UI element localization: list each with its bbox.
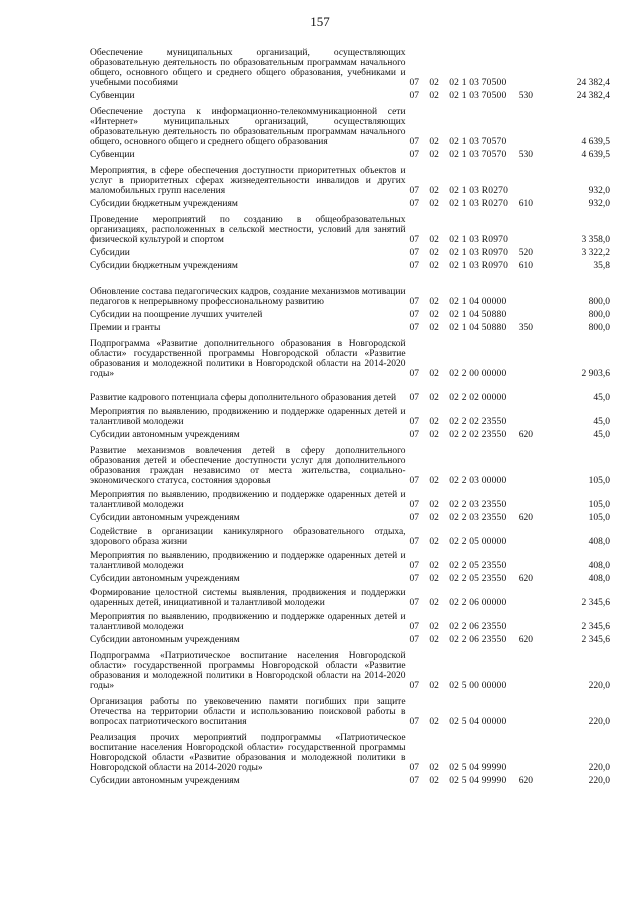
row-target-code: 02 1 03 R0970 [449,235,509,245]
row-name: Субсидии автономным учреждениям [90,513,240,523]
row-amount: 3 322,2 [581,248,610,258]
table-row [90,547,610,571]
row-amount: 220,0 [588,681,610,691]
row-amount: 24 382,4 [576,91,610,101]
row-section: 07 [409,500,420,510]
row-amount: 105,0 [588,500,610,510]
row-amount: 932,0 [588,186,610,196]
row-section: 07 [409,681,420,691]
row-amount: 220,0 [588,717,610,727]
table-row [90,88,610,101]
row-target-code: 02 1 04 50880 [449,310,507,320]
row-subsection: 02 [429,417,439,427]
row-amount: 4 639,5 [581,137,610,147]
row-target-code: 02 2 05 23550 [449,561,507,571]
row-name: Развитие механизмов вовлечения детей в сферу дополнительного образования детей и обеспечение доступности услуг для дополнительного образования граждан независимо от места жительства, социально-экономического статуса, состояния здоровья [90,446,406,486]
row-subsection: 02 [429,150,439,160]
row-subsection: 02 [429,248,439,258]
row-target-code: 02 1 03 70500 [449,78,507,88]
row-subsection: 02 [429,574,439,584]
row-section: 07 [409,513,420,523]
row-target-code: 02 1 03 70570 [449,150,507,160]
table-row [90,101,610,147]
row-name: Мероприятия по выявлению, продвижению и поддержке одаренных детей и талантливой молодежи [90,551,406,571]
row-expense-type: 620 [518,776,533,786]
row-target-code: 02 2 06 23550 [449,622,507,632]
row-subsection: 02 [429,476,439,486]
row-amount: 105,0 [588,476,610,486]
row-name: Мероприятия по выявлению, продвижению и поддержке одаренных детей и талантливой молодежи [90,490,406,510]
row-subsection: 02 [429,681,439,691]
row-target-code: 02 5 04 99990 [449,763,507,773]
table-row [90,571,610,584]
row-target-code: 02 2 00 00000 [449,369,507,379]
row-name: Субсидии автономным учреждениям [90,776,240,786]
row-expense-type: 530 [518,150,533,160]
row-expense-type: 350 [518,323,533,333]
row-name: Содействие в организации каникулярного образовательного отдыха, здорового образа жизни [90,527,406,547]
row-expense-type: 610 [518,199,533,209]
row-subsection: 02 [429,369,439,379]
row-target-code: 02 1 03 70500 [449,91,507,101]
table-row [90,196,610,209]
row-subsection: 02 [429,235,439,245]
table-row [90,42,610,88]
row-subsection: 02 [429,622,439,632]
row-subsection: 02 [429,500,439,510]
row-subsection: 02 [429,598,439,608]
row-section: 07 [409,310,420,320]
row-subsection: 02 [429,310,439,320]
row-section: 07 [409,186,420,196]
row-section: 07 [409,417,420,427]
row-section: 07 [409,369,420,379]
row-section: 07 [409,393,420,403]
row-target-code: 02 2 02 23550 [449,430,507,440]
row-section: 07 [409,323,420,333]
row-expense-type: 610 [518,261,533,271]
row-name: Подпрограмма «Патриотическое воспитание населения Новгородской области» государственной программы Новгородской области «Развитие образования и молодежной политики в Новгородской области на 2014-2020 годы» [90,651,406,691]
row-subsection: 02 [429,430,439,440]
row-target-code: 02 1 04 50880 [449,323,507,333]
row-subsection: 02 [429,91,439,101]
row-amount: 800,0 [588,310,610,320]
row-subsection: 02 [429,78,439,88]
row-name: Обновление состава педагогических кадров, создание механизмов мотивации педагогов к непрерывному профессиональному развитию [90,287,406,307]
row-target-code: 02 1 03 R0270 [449,186,509,196]
row-target-code: 02 5 00 00000 [449,681,507,691]
row-section: 07 [409,561,420,571]
table-row [90,523,610,547]
row-expense-type: 520 [518,248,533,258]
row-name: Субвенции [90,91,135,101]
row-subsection: 02 [429,763,439,773]
table-row [90,320,610,333]
row-target-code: 02 1 03 R0970 [449,248,509,258]
row-target-code: 02 1 03 R0970 [449,261,509,271]
row-subsection: 02 [429,186,439,196]
row-amount: 24 382,4 [576,78,610,88]
row-amount: 220,0 [588,763,610,773]
row-name: Субвенции [90,150,135,160]
row-amount: 2 345,6 [581,598,610,608]
row-section: 07 [409,776,420,786]
table-row [90,147,610,160]
table-row [90,440,610,486]
row-amount: 4 639,5 [581,150,610,160]
row-target-code: 02 1 04 00000 [449,297,507,307]
row-name: Подпрограмма «Развитие дополнительного образования в Новгородской области» государственной программы Новгородской области «Развитие образования и молодежной политики в Новгородской области на 2014-2020 годы» [90,339,406,379]
table-row [90,510,610,523]
table-row [90,403,610,427]
table-row [90,608,610,632]
table-row [90,427,610,440]
row-amount: 105,0 [588,513,610,523]
row-section: 07 [409,622,420,632]
row-section: 07 [409,150,420,160]
table-row [90,271,610,307]
table-row [90,727,610,773]
row-name: Субсидии бюджетным учреждениям [90,261,238,271]
row-section: 07 [409,717,420,727]
row-section: 07 [409,248,420,258]
row-target-code: 02 2 06 00000 [449,598,507,608]
row-name: Развитие кадрового потенциала сферы дополнительного образования детей [90,393,397,403]
row-target-code: 02 1 03 70570 [449,137,507,147]
table-row [90,160,610,196]
table-row [90,584,610,608]
table-row [90,645,610,691]
row-target-code: 02 5 04 00000 [449,717,507,727]
row-name: Формирование целостной системы выявления, продвижения и поддержки одаренных детей, инициативной и талантливой молодежи [90,588,406,608]
row-name: Мероприятия, в сфере обеспечения доступности приоритетных объектов и услуг в приоритетных сферах жизнедеятельности инвалидов и других маломобильных групп населения [90,166,406,196]
row-name: Организация работы по увековечению памяти погибших при защите Отечества на территории области и использованию поисковой работы в вопросах патриотического воспитания [90,697,406,727]
row-expense-type: 620 [518,430,533,440]
row-target-code: 02 2 03 23550 [449,500,507,510]
row-name: Мероприятия по выявлению, продвижению и поддержке одаренных детей и талантливой молодежи [90,612,406,632]
row-amount: 3 358,0 [581,235,610,245]
row-subsection: 02 [429,561,439,571]
row-name: Мероприятия по выявлению, продвижению и поддержке одаренных детей и талантливой молодежи [90,407,406,427]
row-section: 07 [409,635,420,645]
row-amount: 2 345,6 [581,635,610,645]
row-amount: 45,0 [593,417,610,427]
row-target-code: 02 2 02 00000 [449,393,507,403]
row-subsection: 02 [429,297,439,307]
row-subsection: 02 [429,513,439,523]
row-amount: 220,0 [588,776,610,786]
table-row [90,245,610,258]
row-amount: 35,8 [593,261,610,271]
row-name: Реализация прочих мероприятий подпрограммы «Патриотическое воспитание населения Новгородской области» государственной программы Новгородской области «Развитие образования и молодежной политики в Новгородской области на 2014-2020 годы» [90,733,406,773]
row-name: Субсидии бюджетным учреждениям [90,199,238,209]
table-row [90,209,610,245]
row-subsection: 02 [429,261,439,271]
row-expense-type: 620 [518,574,533,584]
row-subsection: 02 [429,635,439,645]
row-section: 07 [409,476,420,486]
row-subsection: 02 [429,323,439,333]
row-section: 07 [409,763,420,773]
row-target-code: 02 5 04 99990 [449,776,507,786]
row-subsection: 02 [429,137,439,147]
row-section: 07 [409,199,420,209]
row-subsection: 02 [429,199,439,209]
row-section: 07 [409,430,420,440]
table-row [90,258,610,271]
row-name: Субсидии автономным учреждениям [90,430,240,440]
row-target-code: 02 2 06 23550 [449,635,507,645]
row-amount: 45,0 [593,430,610,440]
row-amount: 408,0 [588,574,610,584]
row-expense-type: 620 [518,635,533,645]
row-amount: 800,0 [588,297,610,307]
row-target-code: 02 2 03 23550 [449,513,507,523]
row-amount: 800,0 [588,323,610,333]
row-target-code: 02 2 05 23550 [449,574,507,584]
row-name: Субсидии автономным учреждениям [90,635,240,645]
row-amount: 2 903,6 [581,369,610,379]
row-name: Премии и гранты [90,323,161,333]
row-name: Субсидии на поощрение лучших учителей [90,310,263,320]
row-name: Обеспечение муниципальных организаций, осуществляющих образовательную деятельность по образовательным программам начального общего, основного общего и среднего общего образования, учебниками и учебными пособиями [90,48,406,88]
row-amount: 2 345,6 [581,622,610,632]
row-amount: 932,0 [588,199,610,209]
table-row [90,691,610,727]
row-name: Субсидии автономным учреждениям [90,574,240,584]
row-section: 07 [409,137,420,147]
row-section: 07 [409,537,420,547]
row-expense-type: 530 [518,91,533,101]
table-row [90,333,610,379]
row-section: 07 [409,91,420,101]
row-section: 07 [409,574,420,584]
row-subsection: 02 [429,537,439,547]
row-section: 07 [409,297,420,307]
row-subsection: 02 [429,776,439,786]
row-target-code: 02 2 02 23550 [449,417,507,427]
row-subsection: 02 [429,393,439,403]
page-number: 157 [310,14,330,29]
table-row [90,773,610,786]
row-expense-type: 620 [518,513,533,523]
budget-table [90,42,610,786]
table-row [90,632,610,645]
row-section: 07 [409,261,420,271]
row-amount: 408,0 [588,561,610,571]
table-row [90,379,610,403]
row-section: 07 [409,598,420,608]
row-subsection: 02 [429,717,439,727]
table-row [90,486,610,510]
row-amount: 408,0 [588,537,610,547]
row-target-code: 02 2 03 00000 [449,476,507,486]
row-name: Проведение мероприятий по созданию в общеобразовательных организациях, расположенных в сельской местности, условий для занятий физической культурой и спортом [90,215,406,245]
row-name: Обеспечение доступа к информационно-телекоммуникационной сети «Интернет» муниципальных организаций, осуществляющих образовательную деятельность по образовательным программам начального общего, основного общего и среднего общего образования [90,107,406,147]
row-target-code: 02 2 05 00000 [449,537,507,547]
row-section: 07 [409,78,420,88]
row-target-code: 02 1 03 R0270 [449,199,509,209]
row-section: 07 [409,235,420,245]
table-row [90,307,610,320]
row-name: Субсидии [90,248,130,258]
row-amount: 45,0 [593,393,610,403]
